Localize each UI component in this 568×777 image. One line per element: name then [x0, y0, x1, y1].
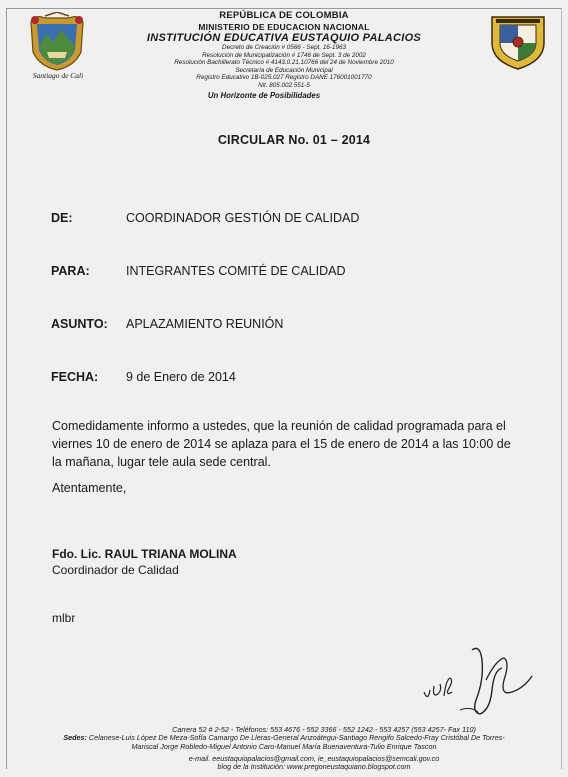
border-right-line: [561, 8, 562, 769]
border-top-line: [6, 8, 562, 9]
city-caption: Santiago de Cali: [32, 71, 84, 80]
field-label-subject: ASUNTO:: [51, 317, 108, 331]
handwritten-signature: [420, 640, 550, 725]
footer-sedes-continued: Mariscal Jorge Robledo-Miguel Antonio Caro-Manuel María Buenaventura-Tulio Enrique Tascon: [131, 741, 437, 751]
footer-blog: blog de la Institución: www.pregoneustaquiano.blogspot.com: [217, 762, 411, 772]
typist-initials: mlbr: [52, 611, 76, 625]
signer-name: Fdo. Lic. RAUL TRIANA MOLINA: [52, 547, 237, 561]
body-line: viernes 10 de enero de 2014 se aplaza para el 15 de enero de 2014 a las 10:00 de: [52, 437, 511, 451]
footer: [0, 726, 568, 771]
border-left-line: [6, 8, 7, 769]
letterhead-detail: Nit. 805.002.551-5: [258, 81, 310, 89]
letterhead-motto: Un Horizonte de Posibilidades: [207, 90, 321, 100]
field-label-date: FECHA:: [51, 370, 99, 384]
footer-address: Carrera 52 # 2-52 - Teléfonos: 553 4676 - 552 3366 - 552 1242 - 553 4257 (553 4257- Fax 110): [172, 725, 476, 734]
letterhead-ministry: MINISTERIO DE EDUCACION NACIONAL: [198, 22, 370, 32]
closing: Atentamente,: [52, 481, 127, 495]
body-line: Comedidamente informo a ustedes, que la reunión de calidad programada para el: [52, 419, 506, 433]
footer-email: e-mail. eeustaquiopalacios@gmail.com, ie_eustaquiopalacios@semcali.gov.co: [188, 753, 440, 763]
letterhead-detail: Resolución Bachillerato Técnico # 4143.0.21.10766 del 24 de Noviembre 2010: [174, 59, 394, 67]
footer-sedes-label: Sedes:: [63, 733, 87, 743]
body-paragraph: [52, 417, 522, 471]
footer-sedes-list: Celanese-Luis López De Meza-Sofía Camargo De Lleras-General Anzoátegui-Santiago Rengifo Salcedo-Fray Cristóbal De Torres-: [88, 733, 505, 743]
letterhead: [0, 10, 568, 100]
letterhead-detail: Registro Educativo 1B-025.027 Registro DANE 176001001770: [196, 74, 372, 82]
letterhead-detail: Decreto de Creación # 0566 - Sept. 16-1963: [222, 44, 346, 51]
letterhead-institution: INSTITUCIÓN EDUCATIVA EUSTAQUIO PALACIOS: [146, 32, 422, 44]
field-value-date: 9 de Enero de 2014: [126, 370, 236, 384]
circular-title: CIRCULAR No. 01 – 2014: [217, 133, 371, 147]
field-value-to: INTEGRANTES COMITÉ DE CALIDAD: [126, 264, 346, 278]
body-line: la mañana, lugar tele aula sede central.: [52, 455, 271, 469]
field-label-to: PARA:: [51, 264, 90, 278]
letterhead-detail: Resolución de Municipalización # 1746 de Sept. 3 de 2002: [202, 51, 366, 59]
field-value-from: COORDINADOR GESTIÓN DE CALIDAD: [126, 211, 360, 225]
letterhead-country: REPÚBLICA DE COLOMBIA: [219, 10, 349, 21]
signer-role: Coordinador de Calidad: [52, 563, 179, 577]
field-label-from: DE:: [51, 211, 73, 225]
field-value-subject: APLAZAMIENTO REUNIÓN: [126, 317, 284, 331]
letterhead-detail: Secretaría de Educación Municipal: [235, 66, 333, 74]
